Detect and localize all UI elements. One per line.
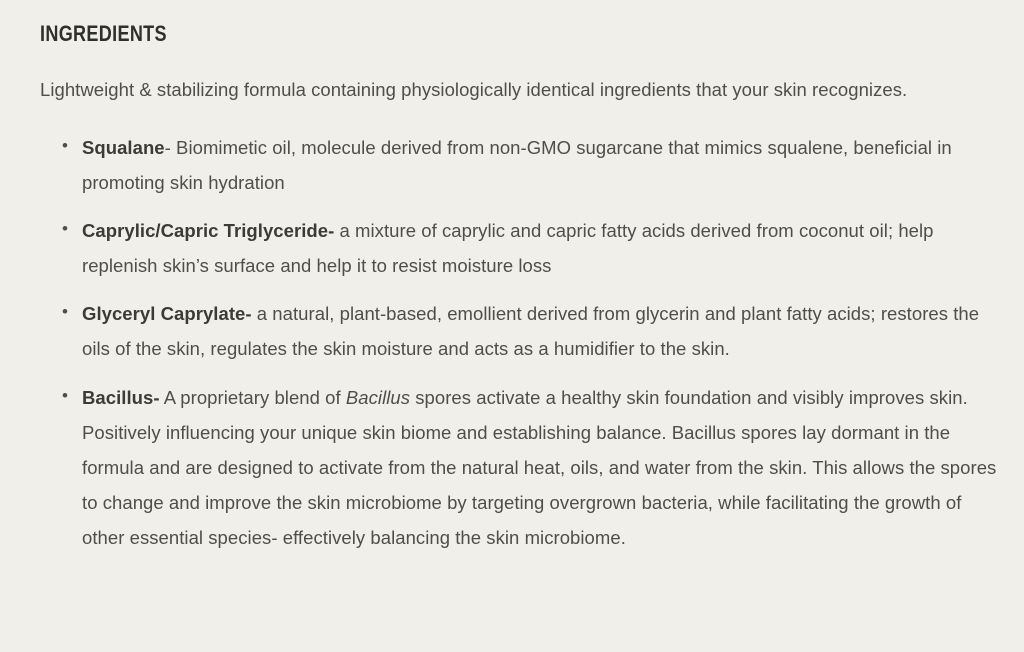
ingredients-intro-text: Lightweight & stabilizing formula containing physiologically identical ingredients that your skin recognizes.: [40, 79, 908, 101]
list-item: [40, 380, 998, 556]
bullet-icon: •: [62, 135, 69, 155]
ingredient-description-part-1: A proprietary blend of: [159, 386, 346, 408]
ingredient-italic-term: Bacillus: [345, 386, 411, 408]
ingredient-name: Squalane: [82, 136, 165, 158]
bullet-icon: •: [62, 218, 69, 238]
bullet-icon: •: [62, 385, 69, 405]
ingredient-description: a mixture of caprylic and capric fatty acids derived from coconut oil; help replenish skin’s surface and help it to resist moisture loss: [82, 219, 934, 277]
list-item: [40, 130, 998, 200]
page-title: INGREDIENTS: [40, 21, 167, 46]
bullet-icon: •: [62, 302, 69, 322]
list-item: [40, 296, 998, 366]
ingredient-description: - Biomimetic oil, molecule derived from non-GMO sugarcane that mimics squalene, beneficial in promoting skin hydration: [82, 136, 952, 193]
ingredient-name: Caprylic/Capric Triglyceride-: [82, 219, 335, 241]
ingredient-description-part-2: spores activate a healthy skin foundation and visibly improves skin. Positively influencing your unique skin biome and establishing balance. Bacillus spores lay dormant in the formula and are designed to activate from the natural heat, oils, and water from the skin. This allows the spores to change and improve the skin microbiome by targeting overgrown bacteria, while facilitating the growth of other essential species- effectively balancing the skin microbiome.: [82, 386, 997, 549]
ingredient-name: Glyceryl Caprylate-: [82, 303, 252, 325]
ingredient-description: a natural, plant-based, emollient derived from glycerin and plant fatty acids; restores the oils of the skin, regulates the skin moisture and acts as a humidifier to the skin.: [82, 303, 980, 360]
list-item: [40, 213, 998, 283]
ingredient-name: Bacillus-: [82, 386, 160, 408]
ingredients-list: [40, 130, 998, 556]
